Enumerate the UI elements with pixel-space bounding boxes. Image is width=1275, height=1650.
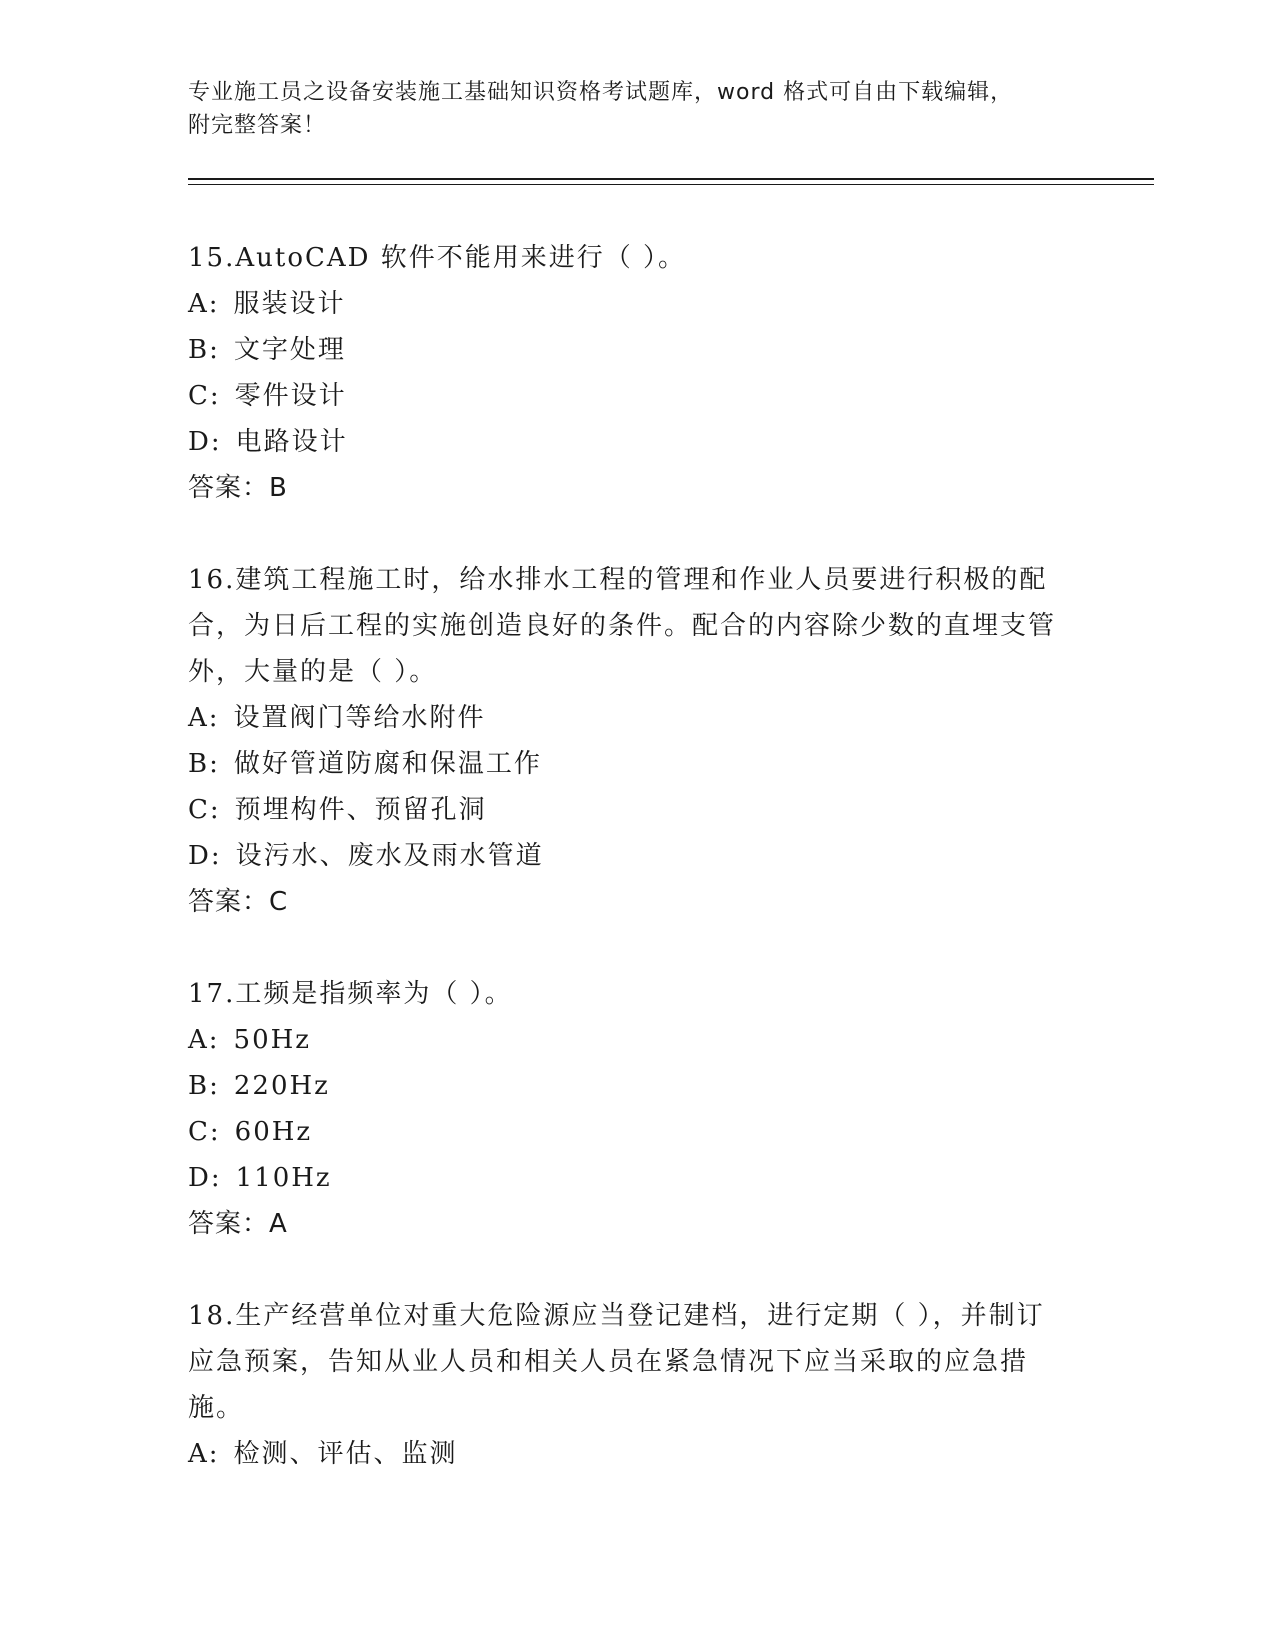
option-c	[188, 373, 1088, 419]
option-text: 服装设计	[233, 289, 346, 319]
option-b	[188, 741, 1088, 787]
option-b	[188, 1063, 1088, 1109]
option-text: 设污水、废水及雨水管道	[235, 841, 544, 871]
option-key: D:	[188, 1163, 222, 1193]
option-key: D:	[188, 427, 222, 457]
option-d	[188, 833, 1088, 879]
option-key: B:	[188, 335, 220, 365]
option-key: C:	[188, 795, 221, 825]
question-list	[188, 235, 1088, 1523]
header-divider-thick	[188, 178, 1154, 180]
option-text: 做好管道防腐和保温工作	[233, 749, 542, 779]
option-key: A:	[188, 1439, 220, 1469]
option-a	[188, 281, 1088, 327]
question-stem: 16.建筑工程施工时，给水排水工程的管理和作业人员要进行积极的配合，为日后工程的实施创造良好的条件。配合的内容除少数的直埋支管外，大量的是（ ）。	[188, 565, 1057, 687]
option-text: 50Hz	[233, 1025, 312, 1055]
header-line-2: 附完整答案！	[188, 113, 327, 138]
option-key: B:	[188, 749, 220, 779]
question-18	[188, 1293, 1088, 1477]
option-text: 预埋构件、预留孔洞	[234, 795, 487, 825]
question-stem: 18.生产经营单位对重大危险源应当登记建档，进行定期（ ），并制订应急预案，告知从业人员和相关人员在紧急情况下应当采取的应急措施。	[188, 1301, 1045, 1423]
option-d	[188, 1155, 1088, 1201]
option-text: 60Hz	[234, 1117, 313, 1147]
answer-line: 答案：B	[188, 473, 288, 503]
question-17	[188, 971, 1088, 1247]
option-key: B:	[188, 1071, 220, 1101]
option-key: C:	[188, 1117, 221, 1147]
option-key: D:	[188, 841, 222, 871]
option-text: 检测、评估、监测	[233, 1439, 458, 1469]
option-text: 电路设计	[235, 427, 348, 457]
option-text: 110Hz	[235, 1163, 332, 1193]
option-b	[188, 327, 1088, 373]
question-stem: 15.AutoCAD 软件不能用来进行（ ）。	[188, 243, 687, 273]
option-a	[188, 695, 1088, 741]
option-key: A:	[188, 289, 220, 319]
option-text: 文字处理	[233, 335, 346, 365]
option-text: 220Hz	[233, 1071, 330, 1101]
answer-line: 答案：C	[188, 887, 289, 917]
option-d	[188, 419, 1088, 465]
header-line-1: 专业施工员之设备安装施工基础知识资格考试题库，word 格式可自由下载编辑，	[188, 80, 1014, 105]
option-text: 零件设计	[234, 381, 347, 411]
option-key: A:	[188, 703, 220, 733]
option-key: C:	[188, 381, 221, 411]
question-stem: 17.工频是指频率为（ ）。	[188, 979, 513, 1009]
question-15	[188, 235, 1088, 511]
option-a	[188, 1431, 1088, 1477]
option-text: 设置阀门等给水附件	[233, 703, 486, 733]
option-key: A:	[188, 1025, 220, 1055]
option-c	[188, 787, 1088, 833]
document-header	[188, 76, 1088, 142]
option-a	[188, 1017, 1088, 1063]
answer-line: 答案：A	[188, 1209, 288, 1239]
question-16	[188, 557, 1088, 925]
header-divider-thin	[188, 184, 1154, 185]
option-c	[188, 1109, 1088, 1155]
